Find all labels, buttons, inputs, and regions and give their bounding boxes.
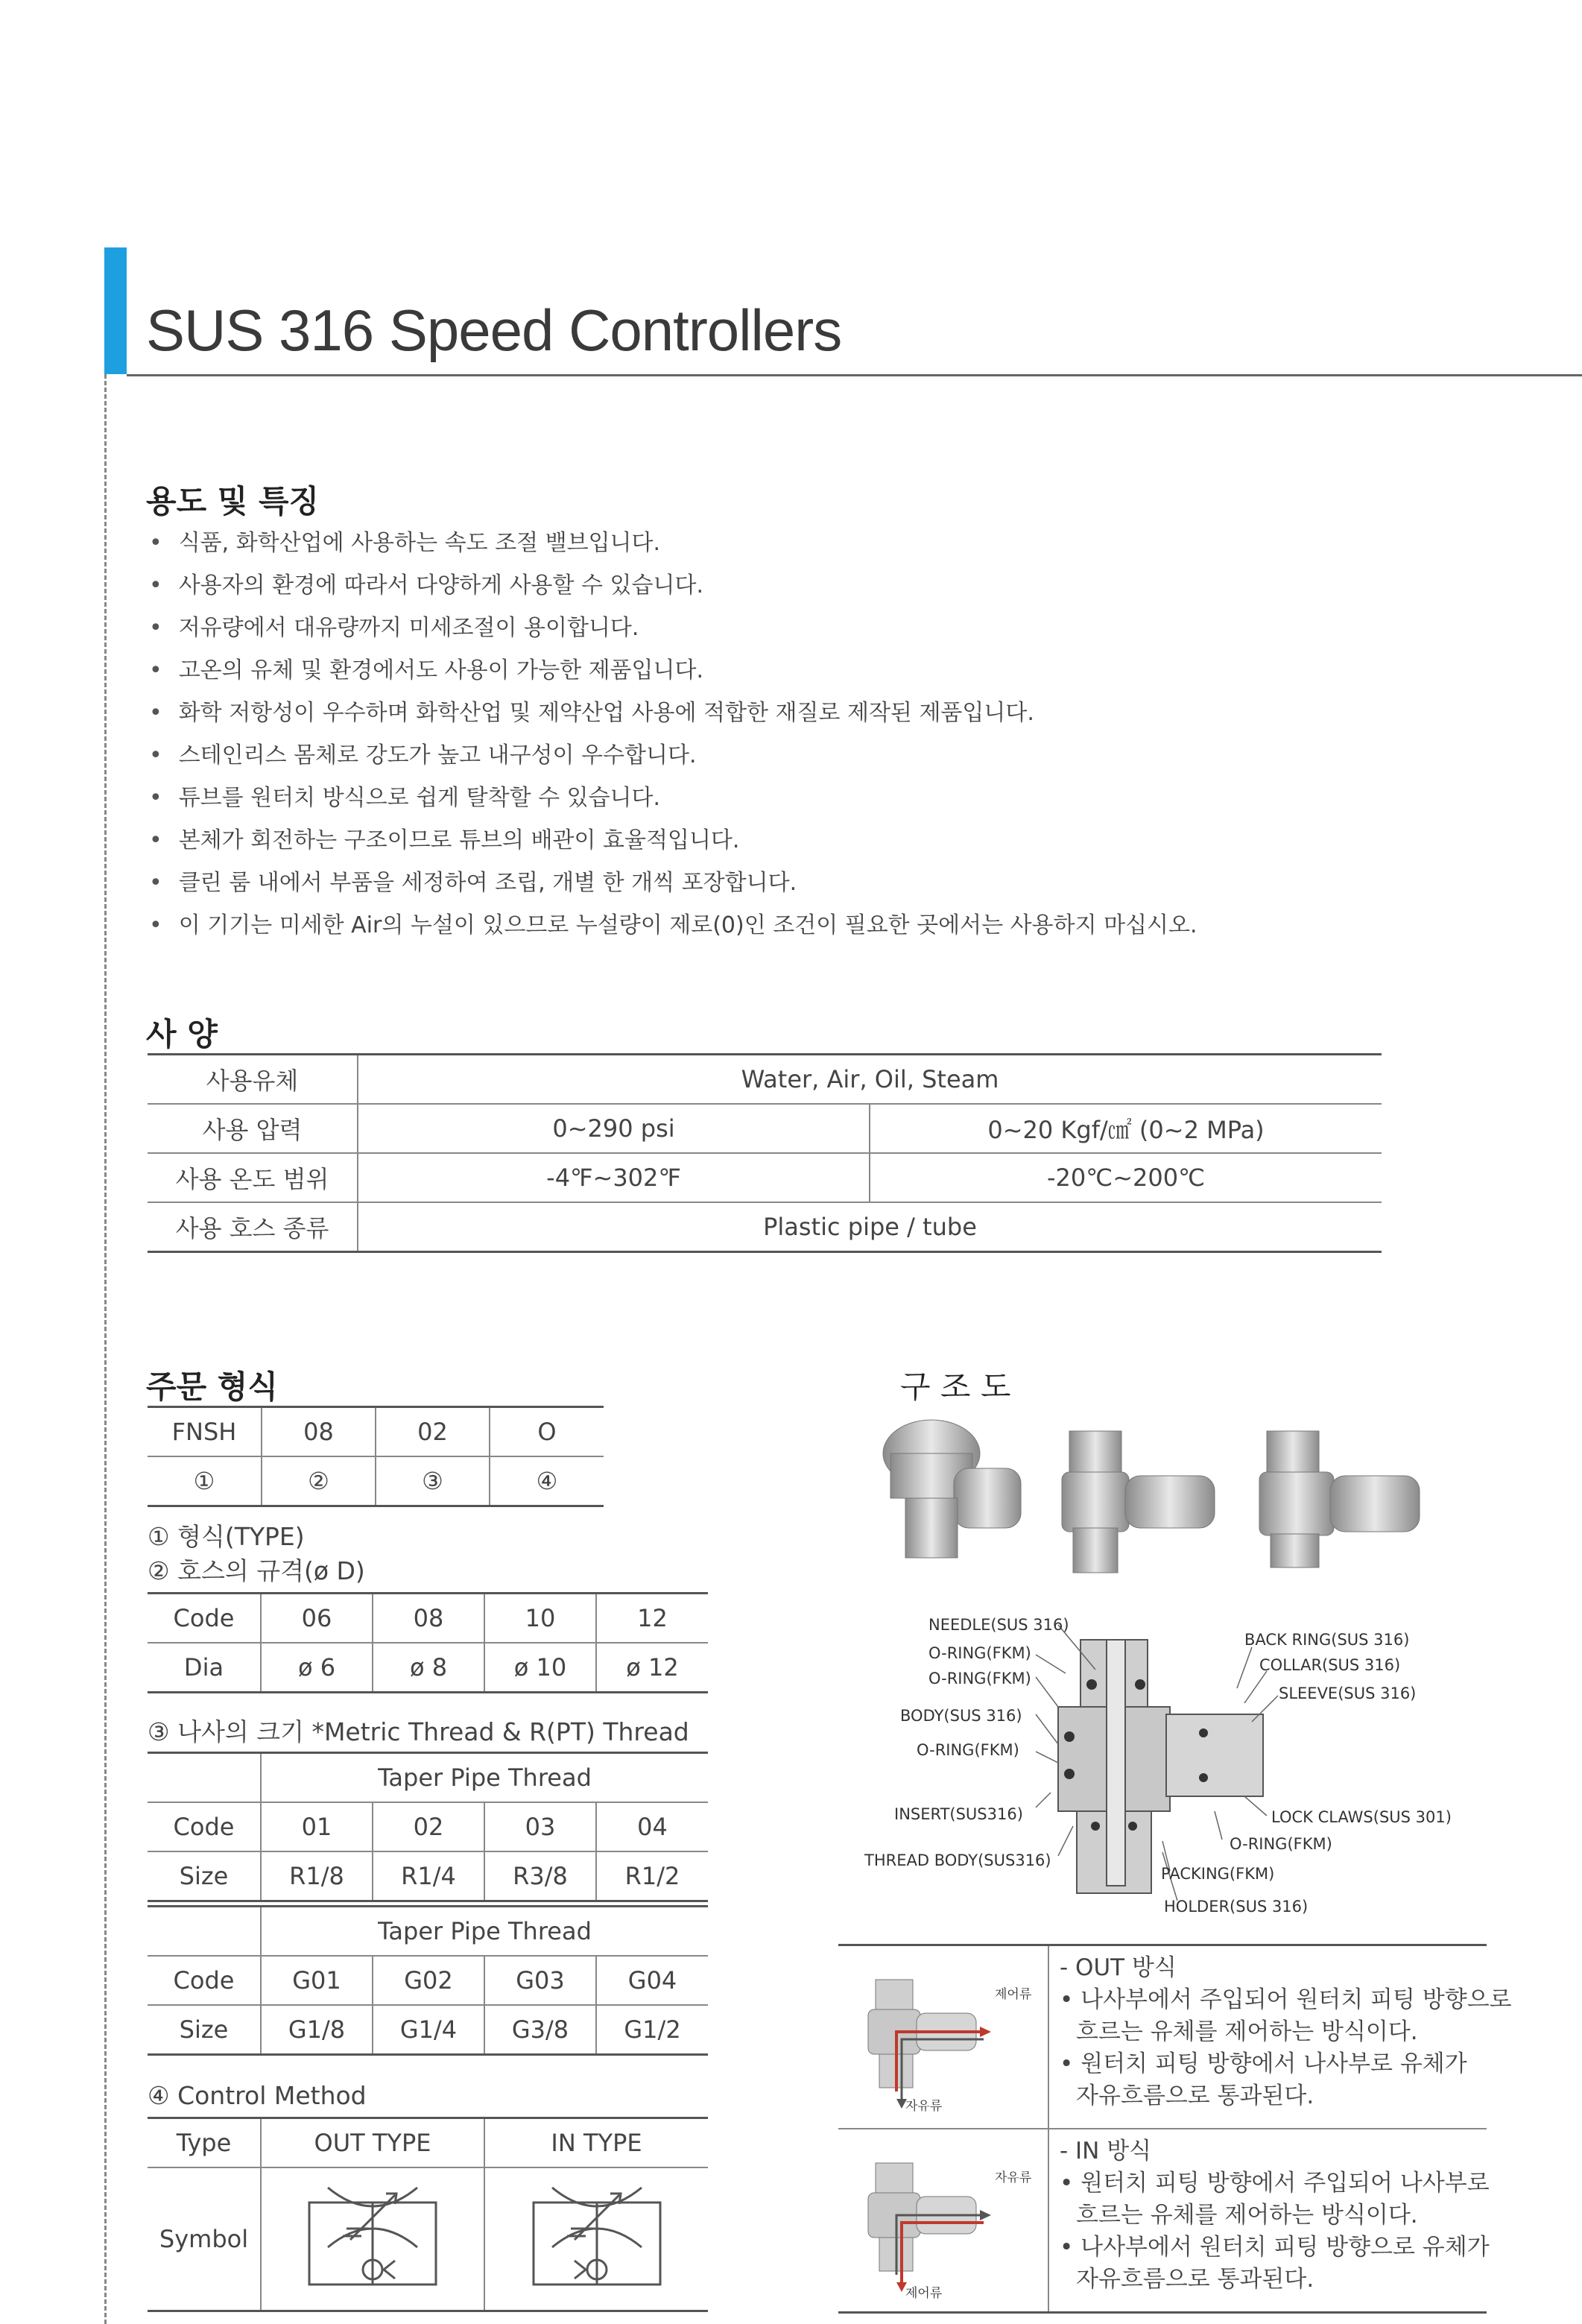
thread-size: G1/8 <box>261 2005 373 2055</box>
spec-table <box>148 1053 1382 1253</box>
thread-size-label: Size <box>148 1851 261 1901</box>
control-type: OUT TYPE <box>261 2118 484 2168</box>
thread-code: 01 <box>261 1802 373 1851</box>
order-marker: ① <box>148 1456 262 1506</box>
flow-diagram-in <box>838 2129 1047 2308</box>
thread-header: Taper Pipe Thread <box>261 1753 708 1803</box>
label-packing: PACKING(FKM) <box>1161 1865 1275 1883</box>
out-type-symbol <box>261 2167 484 2311</box>
thread-code: 03 <box>484 1802 596 1851</box>
spec-heading: 사 양 <box>146 1016 218 1052</box>
feature-item: • 스테인리스 몸체로 강도가 높고 내구성이 우수합니다. <box>149 734 1197 777</box>
flow-label-control: 제어류 <box>995 1987 1032 2002</box>
label-thread-body: THREAD BODY(SUS316) <box>864 1851 1051 1869</box>
method-line: 흐르는 유체를 제어하는 방식이다. <box>1076 2202 1418 2229</box>
label-needle: NEEDLE(SUS 316) <box>928 1616 1069 1634</box>
thread-g-table <box>148 1905 708 2056</box>
thread-code: G01 <box>261 1956 373 2005</box>
spec-label: 사용 압력 <box>148 1104 358 1153</box>
label-oring: O-RING(FKM) <box>928 1644 1031 1662</box>
method-line: 자유흐름으로 통과된다. <box>1076 2266 1314 2293</box>
flow-label-control: 제어류 <box>905 2286 943 2301</box>
order-code: FNSH <box>148 1407 262 1457</box>
method-line: 자유흐름으로 통과된다. <box>1076 2083 1314 2109</box>
in-method-text <box>1048 2129 1490 2313</box>
thread-code: G03 <box>484 1956 596 2005</box>
fitting-photo-1 <box>883 1420 1021 1558</box>
order-heading: 주문 형식 <box>146 1368 278 1405</box>
thread-size: R1/8 <box>261 1851 373 1901</box>
spec-label: 사용유체 <box>148 1055 358 1105</box>
order-note-type: ① 형식(TYPE) <box>148 1522 305 1551</box>
control-type-label: Type <box>148 2118 261 2168</box>
label-back-ring: BACK RING(SUS 316) <box>1244 1631 1410 1649</box>
spec-value: Water, Air, Oil, Steam <box>358 1055 1382 1105</box>
flow-method-table <box>838 1944 1512 2314</box>
method-title: - IN 방식 <box>1060 2138 1152 2164</box>
speed-controller-symbol-icon <box>522 2173 671 2299</box>
hose-dia: ø 12 <box>596 1643 708 1693</box>
thread-code: 04 <box>596 1802 708 1851</box>
order-note-thread: ③ 나사의 크기 *Metric Thread & R(PT) Thread <box>148 1717 689 1746</box>
order-marker: ④ <box>490 1456 604 1506</box>
thread-size-label: Size <box>148 2005 261 2055</box>
method-line: • 원터치 피팅 방향에서 나사부로 유체가 <box>1060 2050 1467 2077</box>
method-line: • 원터치 피팅 방향에서 주입되어 나사부로 <box>1060 2170 1490 2197</box>
feature-item: • 고온의 유체 및 환경에서도 사용이 가능한 제품입니다. <box>149 649 1197 692</box>
spec-label: 사용 온도 범위 <box>148 1153 358 1202</box>
spec-value: -4℉~302℉ <box>358 1153 870 1202</box>
speed-controller-symbol-icon <box>298 2173 447 2299</box>
order-code-table <box>148 1406 604 1507</box>
order-marker: ② <box>262 1456 376 1506</box>
spec-value: 0~290 psi <box>358 1104 870 1153</box>
thread-code: G04 <box>596 1956 708 2005</box>
method-line: • 나사부에서 주입되어 원터치 피팅 방향으로 <box>1060 1986 1512 2013</box>
feature-item: • 본체가 회전하는 구조이므로 튜브의 배관이 효율적입니다. <box>149 819 1197 862</box>
thread-size: G1/2 <box>596 2005 708 2055</box>
thread-size: G1/4 <box>373 2005 484 2055</box>
in-type-symbol <box>484 2167 708 2311</box>
method-line: • 나사부에서 원터치 피팅 방향으로 유체가 <box>1060 2234 1490 2261</box>
label-oring: O-RING(FKM) <box>917 1741 1019 1759</box>
thread-size: R3/8 <box>484 1851 596 1901</box>
features-heading: 용도 및 특징 <box>146 483 320 520</box>
order-code: 02 <box>376 1407 490 1457</box>
thread-code: G02 <box>373 1956 484 2005</box>
label-collar: COLLAR(SUS 316) <box>1259 1656 1401 1674</box>
hose-code: 10 <box>484 1594 596 1643</box>
fitting-photo-3 <box>1259 1431 1420 1567</box>
order-note-control: ④ Control Method <box>148 2081 367 2110</box>
spec-label: 사용 호스 종류 <box>148 1202 358 1252</box>
hose-code: 06 <box>261 1594 373 1643</box>
in-method-image <box>838 2129 1048 2313</box>
feature-item: • 사용자의 환경에 따라서 다양하게 사용할 수 있습니다. <box>149 564 1197 607</box>
thread-size: R1/2 <box>596 1851 708 1901</box>
hose-dia: ø 8 <box>373 1643 484 1693</box>
label-sleeve: SLEEVE(SUS 316) <box>1279 1684 1417 1702</box>
spec-row <box>148 1104 1382 1153</box>
out-method-image <box>838 1945 1048 2129</box>
order-note-hose: ② 호스의 규격(ø D) <box>148 1556 365 1585</box>
label-lock-claws: LOCK CLAWS(SUS 301) <box>1271 1808 1452 1826</box>
spec-row <box>148 1202 1382 1252</box>
thread-code-label: Code <box>148 1802 261 1851</box>
control-method-table <box>148 2117 708 2312</box>
flow-label-free: 자유류 <box>995 2170 1032 2185</box>
structure-heading: 구 조 도 <box>900 1368 1011 1405</box>
thread-r-table <box>148 1752 708 1902</box>
order-code: 08 <box>262 1407 376 1457</box>
out-method-text <box>1048 1945 1512 2129</box>
thread-size: G3/8 <box>484 2005 596 2055</box>
spec-value: 0~20 Kgf/㎠ (0~2 MPa) <box>870 1104 1382 1153</box>
blank-cell <box>148 1753 261 1803</box>
label-insert: INSERT(SUS316) <box>894 1805 1023 1823</box>
hose-code-label: Code <box>148 1594 261 1643</box>
thread-size: R1/4 <box>373 1851 484 1901</box>
order-marker: ③ <box>376 1456 490 1506</box>
features-list <box>149 522 1197 947</box>
spec-row <box>148 1055 1382 1105</box>
hose-dia-label: Dia <box>148 1643 261 1693</box>
feature-item: • 저유량에서 대유량까지 미세조절이 용이합니다. <box>149 607 1197 649</box>
thread-code: 02 <box>373 1802 484 1851</box>
flow-label-free: 자유류 <box>905 2099 943 2114</box>
blank-cell <box>148 1907 261 1957</box>
hose-dia: ø 10 <box>484 1643 596 1693</box>
page-title: SUS 316 Speed Controllers <box>146 297 842 363</box>
product-photos <box>864 1409 1461 1588</box>
control-symbol-label: Symbol <box>148 2167 261 2311</box>
spec-row <box>148 1153 1382 1202</box>
spec-value: Plastic pipe / tube <box>358 1202 1382 1252</box>
control-type: IN TYPE <box>484 2118 708 2168</box>
feature-item: • 튜브를 원터치 방식으로 쉽게 탈착할 수 있습니다. <box>149 777 1197 819</box>
label-oring: O-RING(FKM) <box>1230 1835 1332 1853</box>
order-code: O <box>490 1407 604 1457</box>
label-oring: O-RING(FKM) <box>928 1670 1031 1687</box>
spec-value: -20℃~200℃ <box>870 1153 1382 1202</box>
hose-dia: ø 6 <box>261 1643 373 1693</box>
method-title: - OUT 방식 <box>1060 1954 1177 1981</box>
method-line: 흐르는 유체를 제어하는 방식이다. <box>1076 2018 1418 2045</box>
title-accent-bar <box>104 247 127 374</box>
hose-size-table <box>148 1592 708 1693</box>
hose-code: 08 <box>373 1594 484 1643</box>
label-holder: HOLDER(SUS 316) <box>1164 1898 1309 1916</box>
thread-header: Taper Pipe Thread <box>261 1907 708 1957</box>
feature-item: • 화학 저항성이 우수하며 화학산업 및 제약산업 사용에 적합한 재질로 제작된 제품입니다. <box>149 692 1197 734</box>
label-body: BODY(SUS 316) <box>900 1707 1022 1725</box>
feature-item: • 이 기기는 미세한 Air의 누설이 있으므로 누설량이 제로(0)인 조건이 필요한 곳에서는 사용하지 마십시오. <box>149 904 1197 947</box>
margin-dashed-line <box>104 374 107 2324</box>
feature-item: • 식품, 화학산업에 사용하는 속도 조절 밸브입니다. <box>149 522 1197 564</box>
fitting-photo-2 <box>1062 1431 1215 1573</box>
thread-code-label: Code <box>148 1956 261 2005</box>
hose-code: 12 <box>596 1594 708 1643</box>
flow-diagram-out <box>838 1946 1047 2125</box>
feature-item: • 클린 룸 내에서 부품을 세정하여 조립, 개별 한 개씩 포장합니다. <box>149 862 1197 904</box>
title-divider <box>127 374 1582 376</box>
